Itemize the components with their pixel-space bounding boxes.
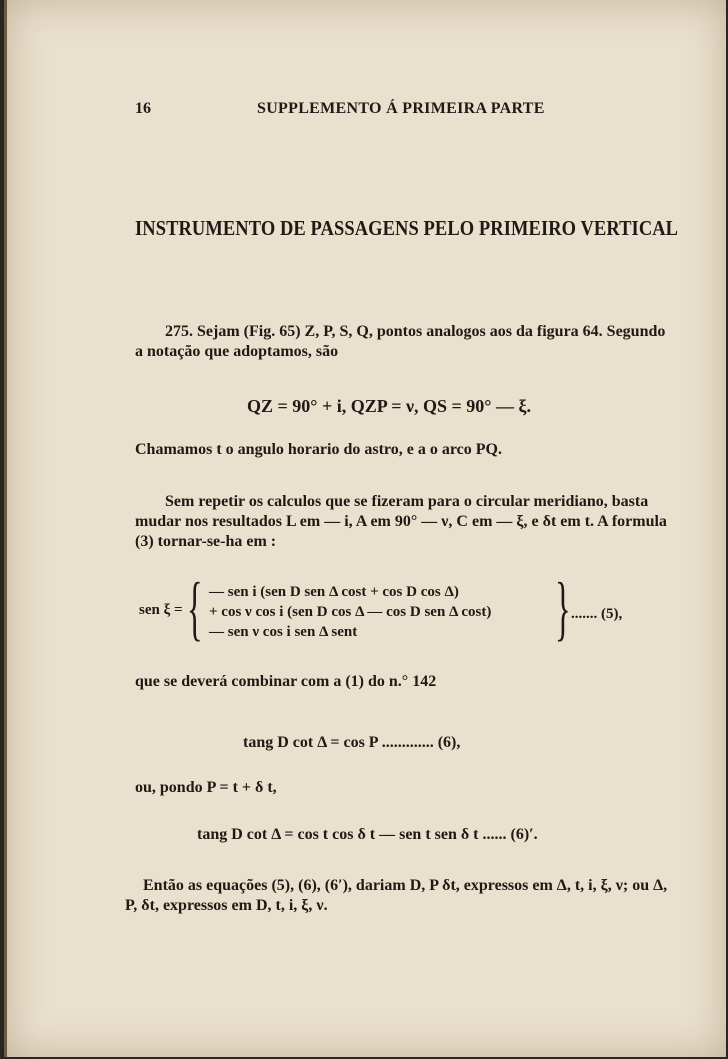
equation-system-5	[135, 568, 675, 648]
page-number: 16	[135, 100, 151, 117]
book-page	[4, 0, 726, 1057]
left-brace: {	[187, 568, 203, 648]
equation-tag-5: ....... (5),	[571, 606, 623, 622]
system-line-3: — sen ν cos i sen Δ sent	[209, 624, 358, 640]
paragraph-substitution-text: Sem repetir os calculos que se fizeram para o circular meridiano, basta mudar nos resultados L em — i, A em 90° — ν, C em — ξ, e δt em t. A formula (3) tornar-se-ha em :	[135, 493, 667, 550]
equation-6: tang D cot Δ = cos P ............. (6),	[243, 734, 461, 751]
paragraph-substitution	[135, 492, 675, 552]
paragraph-hour-angle: Chamamos t o angulo horario do astro, e a o arco PQ.	[135, 441, 502, 458]
paragraph-275-text: 275. Sejam (Fig. 65) Z, P, S, Q, pontos analogos aos da figura 64. Segundo a notação que adoptamos, são	[135, 323, 666, 360]
equation-notation: QZ = 90° + i, QZP = ν, QS = 90° — ξ.	[247, 396, 532, 416]
paragraph-275	[135, 322, 675, 362]
running-title: SUPPLEMENTO Á PRIMEIRA PARTE	[257, 100, 545, 117]
paragraph-combine: que se deverá combinar com a (1) do n.° 142	[135, 673, 437, 690]
paragraph-conclusion	[125, 876, 677, 916]
paragraph-setting-p: ou, pondo P = t + δ t,	[135, 779, 277, 796]
section-title: INSTRUMENTO DE PASSAGENS PELO PRIMEIRO VERTICAL	[135, 216, 679, 240]
equation-6-prime: tang D cot Δ = cos t cos δ t — sen t sen δ t ...... (6)′.	[197, 826, 538, 843]
paragraph-conclusion-text: Então as equações (5), (6), (6′), dariam D, P δt, expressos em Δ, t, i, ξ, ν; ou Δ, P, δt, expressos em D, t, i, ξ, ν.	[125, 877, 668, 914]
system-lhs: sen ξ =	[139, 602, 183, 618]
system-line-2: + cos ν cos i (sen D cos Δ — cos D sen Δ cost)	[209, 604, 492, 620]
right-brace: }	[555, 568, 571, 648]
system-line-1: — sen i (sen D sen Δ cost + cos D cos Δ)	[209, 584, 459, 600]
system-lines	[209, 582, 491, 642]
